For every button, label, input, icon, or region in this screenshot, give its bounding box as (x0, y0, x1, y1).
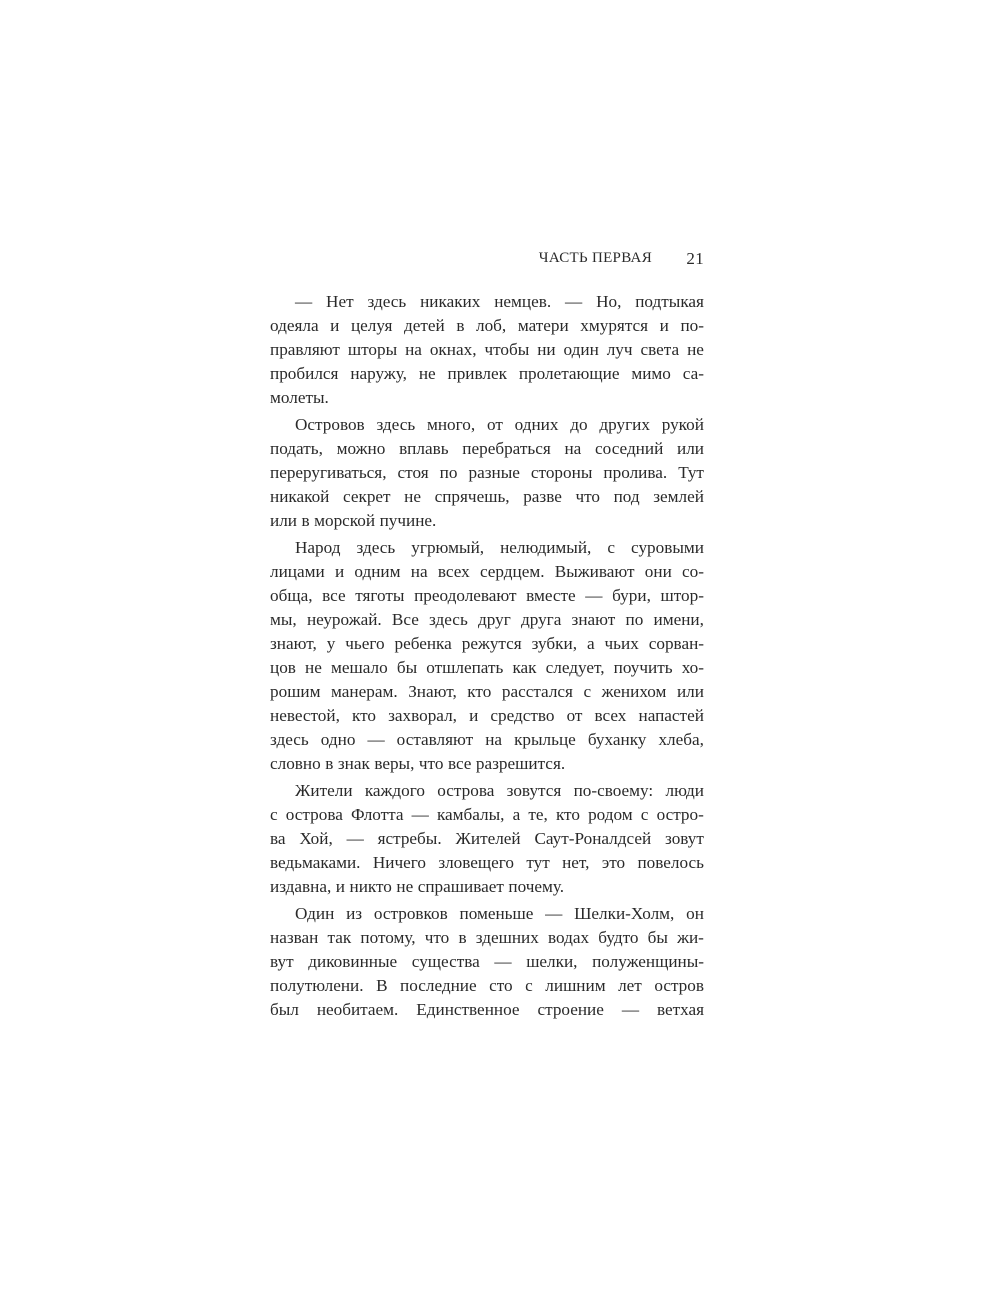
paragraph (270, 536, 704, 776)
text-line: или в морской пучине. (270, 511, 437, 530)
text-line: правляют шторы на окнах, чтобы ни один луч света не (270, 340, 704, 359)
text-line: издавна, и никто не спрашивает почему. (270, 877, 565, 896)
text-line: пробился наружу, не привлек пролетающие мимо са- (270, 364, 704, 383)
text-line: мы, неурожай. Все здесь друг друга знают по имени, (270, 610, 704, 629)
text-line: лицами и одним на всех сердцем. Выживают они со- (270, 562, 704, 581)
section-title: ЧАСТЬ ПЕРВАЯ (538, 250, 652, 266)
text-line: — Нет здесь никаких немцев. — Но, подтыкая (295, 292, 704, 311)
text-line: одеяла и целуя детей в лоб, матери хмурятся и по- (270, 316, 704, 335)
text-line: вут диковинные существа — шелки, полуженщины- (270, 952, 704, 971)
body-text (270, 290, 704, 1022)
text-line: невестой, кто захворал, и средство от всех напастей (270, 706, 704, 725)
text-line: Народ здесь угрюмый, нелюдимый, с суровыми (295, 538, 704, 557)
text-line: рошим манерам. Знают, кто расстался с женихом или (270, 682, 704, 701)
paragraph (270, 290, 704, 410)
text-line: ва Хой, — ястребы. Жителей Саут-Роналдсей зовут (270, 829, 704, 848)
text-line: здесь одно — оставляют на крыльце буханку хлеба, (270, 730, 704, 749)
text-line: был необитаем. Единственное строение — ветхая (270, 1000, 704, 1019)
text-line: молеты. (270, 388, 329, 407)
text-line: переругиваться, стоя по разные стороны пролива. Тут (270, 463, 704, 482)
text-line: назван так потому, что в здешних водах будто бы жи- (270, 928, 704, 947)
paragraph (270, 413, 704, 533)
text-line: Жители каждого острова зовутся по-своему: люди (295, 781, 704, 800)
text-line: Островов здесь много, от одних до других рукой (295, 415, 704, 434)
text-line: с острова Флотта — камбалы, а те, кто родом с остро- (270, 805, 704, 824)
text-line: подать, можно вплавь перебраться на соседний или (270, 439, 704, 458)
paragraph (270, 779, 704, 899)
text-line: словно в знак веры, что все разрешится. (270, 754, 566, 773)
text-line: обща, все тяготы преодолевают вместе — бури, штор- (270, 586, 704, 605)
book-page (270, 248, 704, 1022)
paragraph (270, 902, 704, 1022)
running-head (270, 248, 704, 272)
text-line: ведьмаками. Ничего зловещего тут нет, это повелось (270, 853, 704, 872)
text-line: знают, у чьего ребенка режутся зубки, а чьих сорван- (270, 634, 704, 653)
text-line: никакой секрет не спрячешь, разве что под землей (270, 487, 704, 506)
text-line: полутюлени. В последние сто с лишним лет остров (270, 976, 704, 995)
text-line: цов не мешало бы отшлепать как следует, поучить хо- (270, 658, 704, 677)
text-line: Один из островков поменьше — Шелки-Холм, он (295, 904, 704, 923)
page-number: 21 (686, 249, 704, 268)
